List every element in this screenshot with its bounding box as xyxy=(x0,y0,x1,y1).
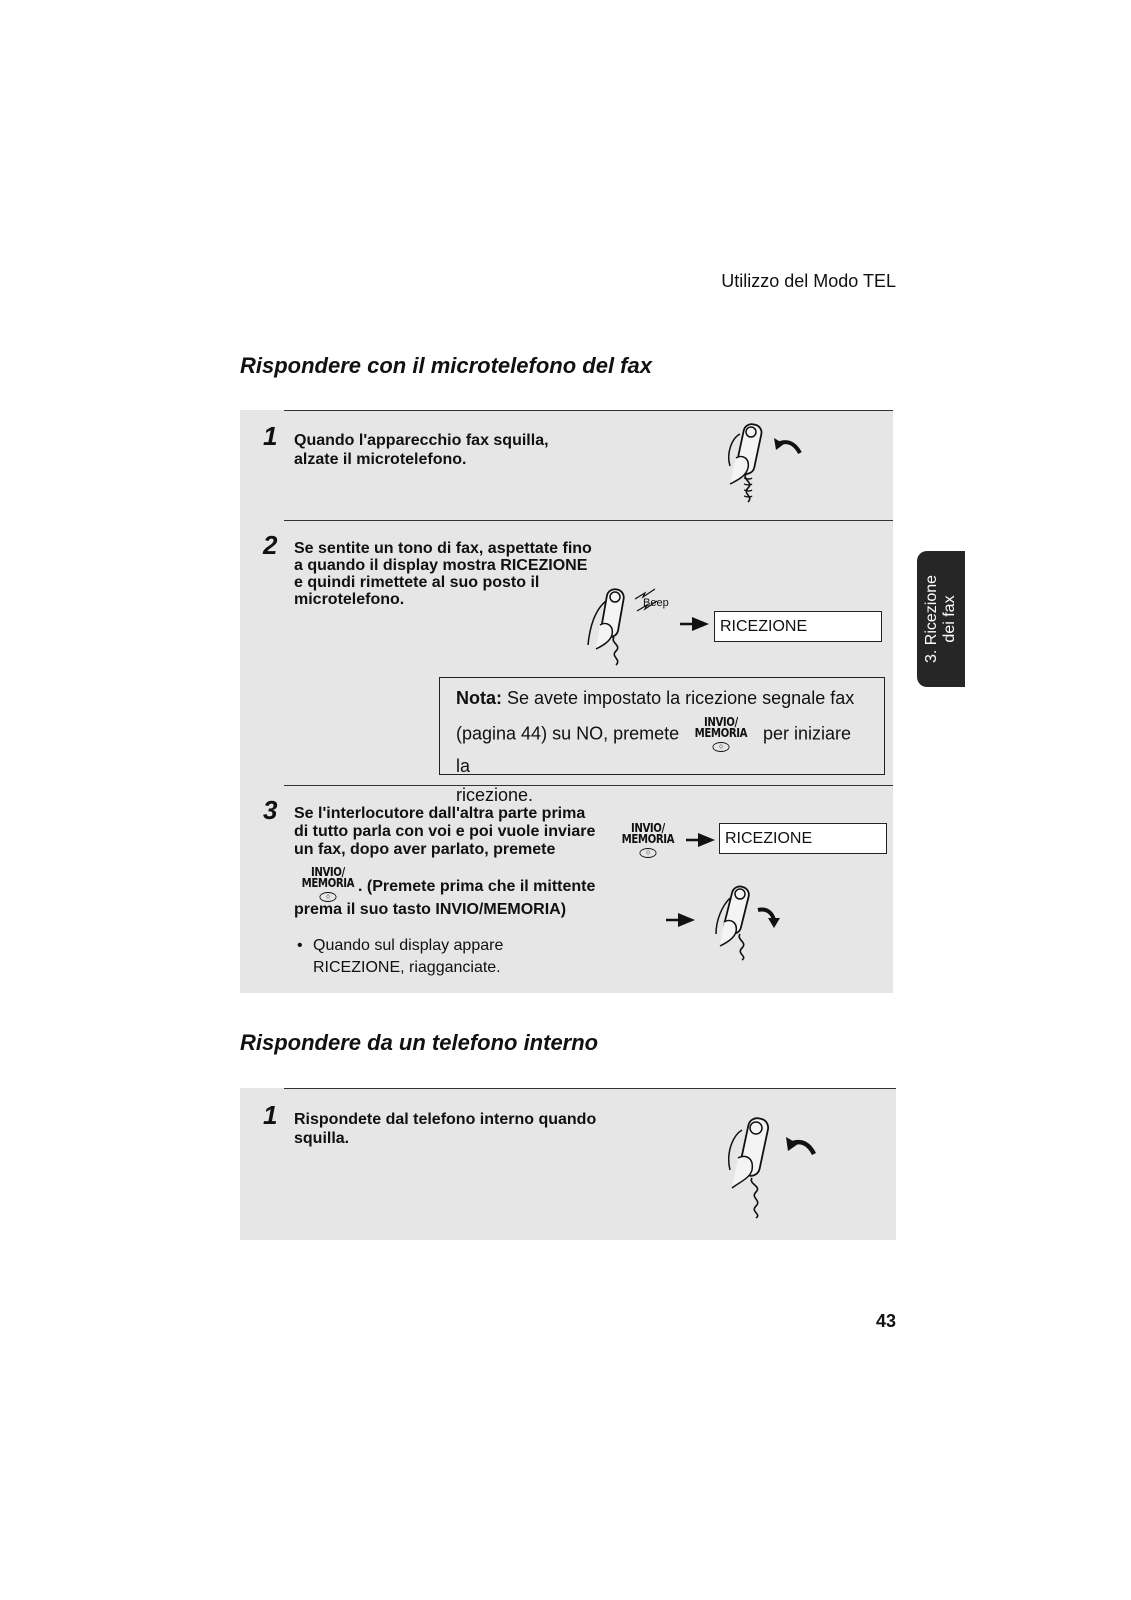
step-text: Se sentite un tono di fax, aspettate fino a quando il display mostra RICEZIONE e quindi rimettete al suo posto il microtelefono. xyxy=(294,540,592,608)
invio-memoria-key-icon: INVIO/ MEMORIA ◇ xyxy=(301,865,355,900)
invio-memoria-key-icon: INVIO/ MEMORIA ◇ xyxy=(694,715,748,750)
page-number: 43 xyxy=(875,1311,896,1331)
arrow-right-icon xyxy=(686,832,716,848)
bullet-dot: • xyxy=(297,937,303,954)
note-box: Nota: Se avete impostato la ricezione segnale fax (pagina 44) su NO, premete INVIO/ MEMORIA ◇ per iniziare la ricezione. xyxy=(439,677,885,775)
step-text: Se l'interlocutore dall'altra parte prima di tutto parla con voi e poi vuole inviare un fax, dopo aver parlato, premete xyxy=(294,805,596,858)
running-header: Utilizzo del Modo TEL xyxy=(721,271,896,291)
divider xyxy=(284,1088,896,1089)
step-text: Rispondete dal telefono interno quando squilla. xyxy=(294,1111,597,1147)
divider xyxy=(284,520,893,521)
chapter-tab-line: dei fax xyxy=(941,595,958,643)
divider xyxy=(284,410,893,411)
invio-memoria-key-icon: INVIO/ MEMORIA ◇ xyxy=(621,821,675,856)
step-text: . (Premete prima che il mittente xyxy=(358,878,596,895)
hang-up-handset-illustration xyxy=(710,882,790,962)
step-number: 3 xyxy=(263,795,278,825)
arrow-right-icon xyxy=(680,616,710,632)
lift-handset-illustration xyxy=(718,418,808,508)
bullet-text: Quando sul display appare RICEZIONE, riagganciate. xyxy=(313,937,504,976)
step-number: 1 xyxy=(263,421,278,451)
section-title-extension: Rispondere da un telefono interno xyxy=(240,1030,599,1055)
note-label: Nota: xyxy=(456,688,502,708)
arrow-right-icon xyxy=(666,912,696,928)
lcd-display: RICEZIONE xyxy=(714,611,882,642)
step-text: prema il suo tasto INVIO/MEMORIA) xyxy=(294,901,567,918)
extension-phone-handset-illustration xyxy=(718,1110,818,1220)
chapter-tab-line: 3. Ricezione xyxy=(923,574,940,664)
step-number: 1 xyxy=(263,1100,278,1130)
step-text: Quando l'apparecchio fax squilla, alzate il microtelefono. xyxy=(294,432,549,468)
step-number: 2 xyxy=(263,530,278,560)
section-title-handset: Rispondere con il microtelefono del fax xyxy=(240,353,652,378)
beep-label: Beep xyxy=(643,597,669,609)
chapter-tab xyxy=(917,551,965,687)
lcd-display: RICEZIONE xyxy=(719,823,887,854)
